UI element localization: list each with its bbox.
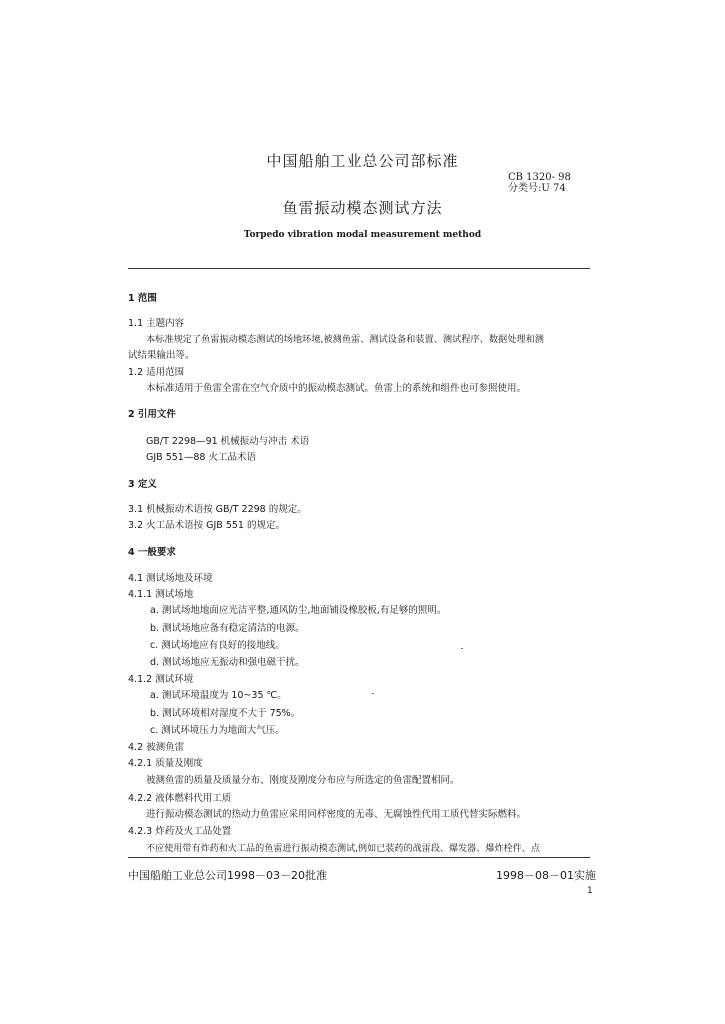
list-item: b. 测试环境相对湿度不大于 75%。: [150, 708, 301, 719]
section-1-1-paragraph: 本标准规定了鱼雷振动模态测试的场地环境,被测鱼雷、测试设备和装置、测试程序、数据处理和测: [146, 334, 544, 345]
reference-item: GB/T 2298—91 机械振动与冲击 术语: [146, 436, 310, 447]
organization-standard-title: 中国船舶工业总公司部标准: [266, 152, 459, 170]
document-title: 鱼雷振动模态测试方法: [282, 199, 443, 217]
section-3-heading: 3 定义: [128, 479, 157, 490]
section-1-heading: 1 范围: [128, 293, 157, 304]
section-4-2-2-paragraph: 进行振动模态测试的热动力鱼雷应采用同样密度的无毒、无腐蚀性代用工质代替实际燃料。: [146, 809, 527, 820]
scan-speck: [461, 648, 463, 649]
footer-divider: [128, 857, 590, 858]
section-4-2-3-paragraph: 不应使用带有炸药和火工品的鱼雷进行振动模态测试,例如已装药的战雷段、爆发器、爆炸栓件、点: [146, 844, 540, 854]
list-item: b. 测试场地应备有稳定清洁的电源。: [150, 623, 305, 634]
section-4-2-1-paragraph: 被测鱼雷的质量及质量分布、刚度及刚度分布应与所选定的鱼雷配置相同。: [146, 775, 460, 786]
list-item: c. 测试环境压力为地面大气压。: [150, 725, 285, 736]
section-1-1-paragraph-cont: 试结果输出等。: [128, 350, 195, 361]
section-4-2-3-heading: 4.2.3 炸药及火工品处置: [128, 826, 232, 837]
section-4-heading: 4 一般要求: [128, 547, 176, 558]
section-4-1-1-heading: 4.1.1 测试场地: [128, 589, 194, 600]
approval-date: 中国船舶工业总公司1998－03－20批准: [128, 869, 327, 882]
scan-speck: [372, 693, 374, 694]
section-4-2-heading: 4.2 被测鱼雷: [128, 742, 185, 753]
standard-number: CB 1320- 98: [508, 172, 571, 183]
section-4-1-2-heading: 4.1.2 测试环境: [128, 674, 194, 685]
list-item: d. 测试场地应无振动和强电磁干扰。: [150, 657, 305, 668]
section-2-heading: 2 引用文件: [128, 409, 176, 420]
header-divider: [128, 268, 590, 269]
list-item: a. 测试环境温度为 10~35 ℃。: [150, 690, 287, 701]
document-subtitle-english: Torpedo vibration modal measurement method: [243, 230, 482, 240]
section-4-1-heading: 4.1 测试场地及环境: [128, 573, 213, 584]
section-4-2-2-heading: 4.2.2 液体燃料代用工质: [128, 793, 232, 804]
section-1-2-heading: 1.2 适用范围: [128, 367, 185, 378]
reference-item: GJB 551—88 火工品术语: [146, 452, 256, 463]
implementation-date: 1998－08－01实施: [496, 869, 596, 882]
list-item: c. 测试场地应有良好的接地线。: [150, 640, 285, 651]
standard-code: [508, 172, 571, 194]
section-1-1-heading: 1.1 主题内容: [128, 318, 185, 329]
section-3-1: 3.1 机械振动术语按 GB/T 2298 的规定。: [128, 504, 307, 515]
classification-number: 分类号:U 74: [508, 183, 566, 194]
section-4-2-1-heading: 4.2.1 质量及刚度: [128, 758, 203, 769]
section-3-2: 3.2 火工品术语按 GJB 551 的规定。: [128, 520, 286, 531]
section-1-2-paragraph: 本标准适用于鱼雷全雷在空气介质中的振动模态测试。鱼雷上的系统和组件也可参照使用。: [146, 383, 527, 394]
list-item: a. 测试场地地面应光洁平整,通风防尘,地面铺设橡胶板,有足够的照明。: [150, 605, 447, 616]
page-number: 1: [587, 886, 593, 896]
